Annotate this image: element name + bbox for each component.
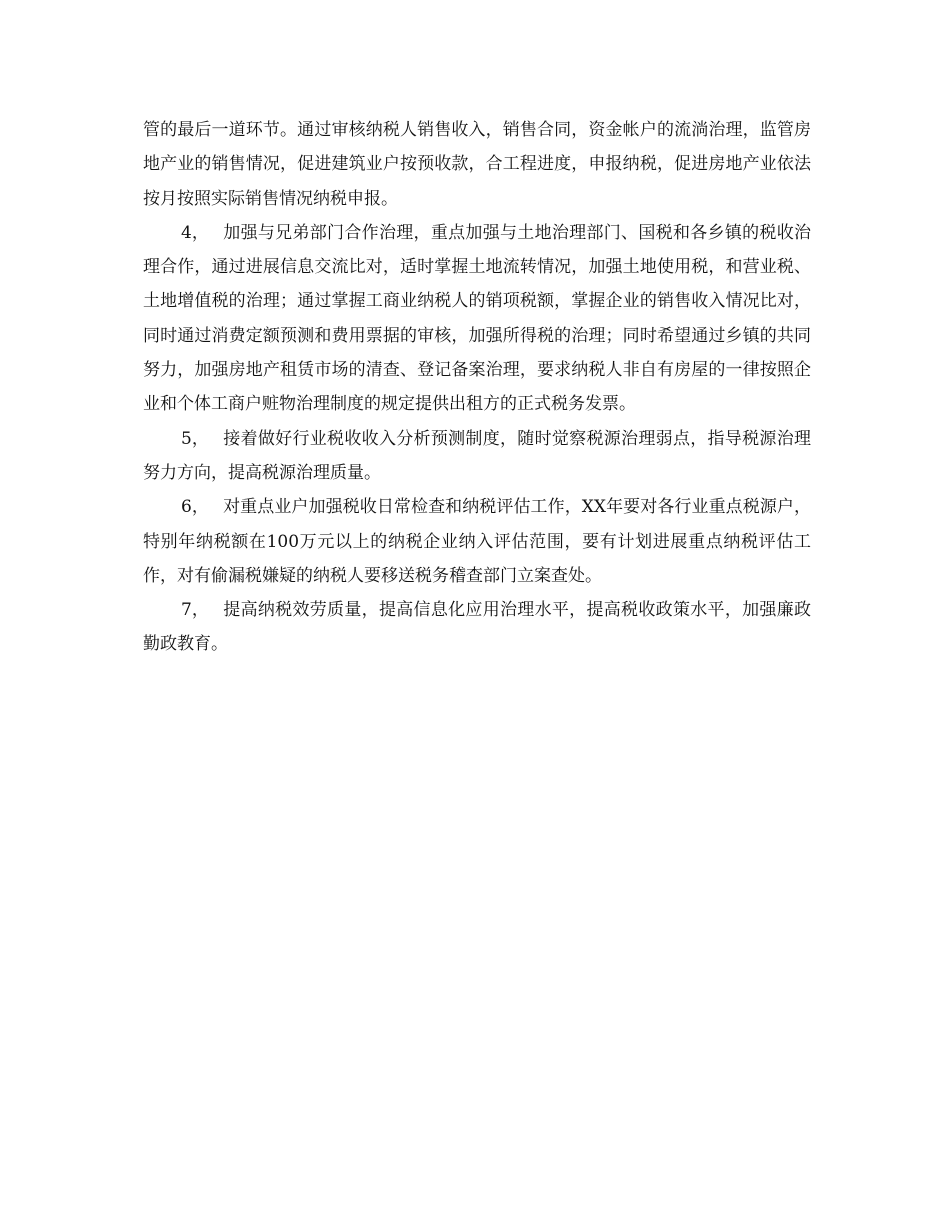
paragraph-number: 6， bbox=[181, 497, 209, 518]
paragraph-text: 对重点业户加强税收日常检查和纳税评估工作，XX年要对各行业重点税源户，特别年纳税额在100万元以上的纳税企业纳入评估范围，要有计划进展重点纳税评估工作，对有偷漏税嫌疑的纳税人要移送税务稽查部门立案查处。 bbox=[143, 497, 811, 586]
paragraph-text: 接着做好行业税收收入分析预测制度，随时觉察税源治理弱点，指导税源治理努力方向，提高税源治理质量。 bbox=[143, 428, 811, 483]
paragraph-item-6 bbox=[143, 490, 811, 593]
paragraph-text: 管的最后一道环节。通过审核纳税人销售收入，销售合同，资金帐户的流淌治理，监管房地产业的销售情况，促进建筑业户按预收款，合工程进度，申报纳税，促进房地产业依法按月按照实际销售情况纳税申报。 bbox=[143, 120, 811, 209]
paragraph-text: 加强与兄弟部门合作治理，重点加强与土地治理部门、国税和各乡镇的税收治理合作，通过进展信息交流比对，适时掌握土地流转情况，加强土地使用税，和营业税、土地增值税的治理；通过掌握工商业纳税人的销项税额，掌握企业的销售收入情况比对，同时通过消费定额预测和费用票据的审核，加强所得税的治理；同时希望通过乡镇的共同努力，加强房地产租赁市场的清查、登记备案治理，要求纳税人非自有房屋的一律按照企业和个体工商户赃物治理制度的规定提供出租方的正式税务发票。 bbox=[143, 222, 811, 415]
paragraph-continuation bbox=[143, 113, 811, 216]
document-body bbox=[143, 113, 811, 662]
paragraph-item-4 bbox=[143, 216, 811, 422]
paragraph-number: 7， bbox=[181, 600, 209, 621]
paragraph-number: 4， bbox=[181, 222, 209, 243]
paragraph-item-7 bbox=[143, 593, 811, 662]
paragraph-text: 提高纳税效劳质量，提高信息化应用治理水平，提高税收政策水平，加强廉政勤政教育。 bbox=[143, 600, 811, 655]
paragraph-number: 5， bbox=[181, 428, 209, 449]
paragraph-item-5 bbox=[143, 422, 811, 491]
